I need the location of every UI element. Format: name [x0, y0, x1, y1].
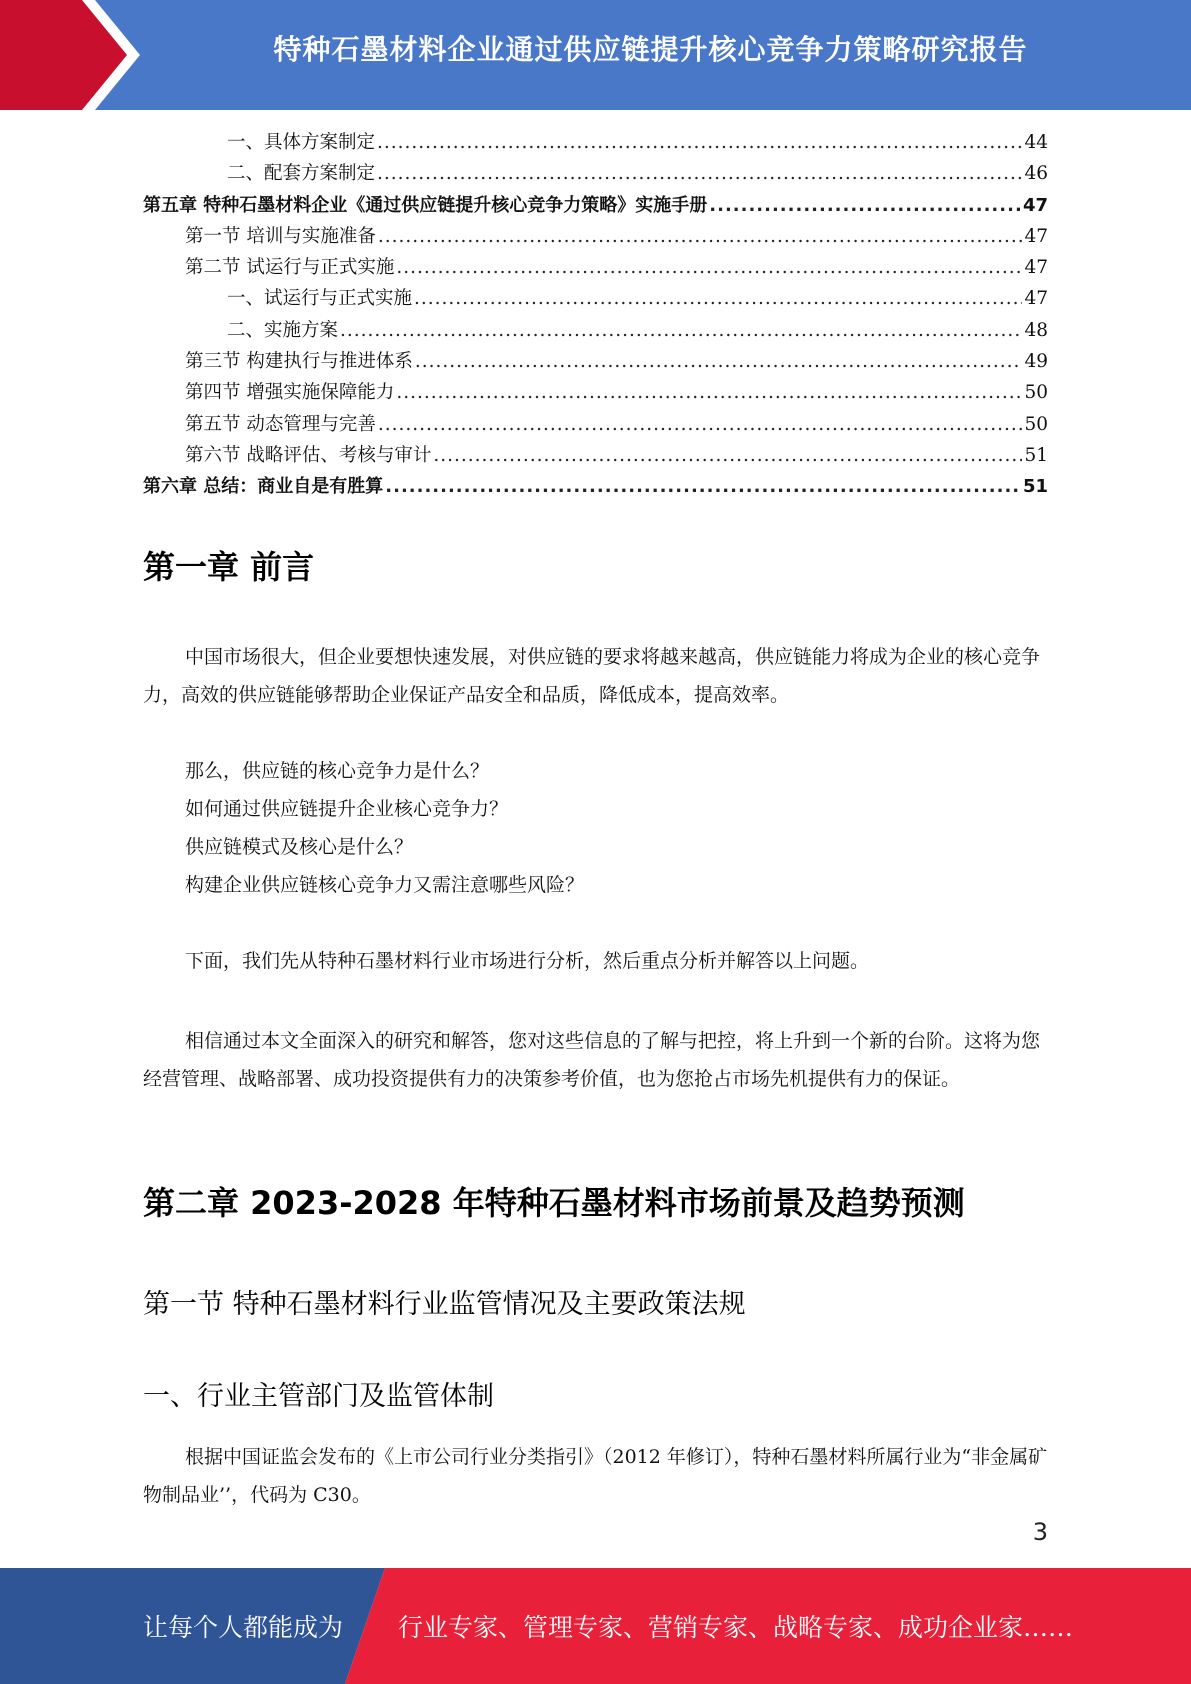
toc-entry-label: 第三节 构建执行与推进体系 — [185, 351, 413, 373]
toc-entry[interactable] — [143, 253, 1048, 284]
toc-leader-dots — [340, 320, 1022, 341]
table-of-contents — [143, 128, 1048, 504]
report-title: 特种石墨材料企业通过供应链提升核心竞争力策略研究报告 — [273, 33, 1028, 66]
toc-entry-label: 第五章 特种石墨材料企业《通过供应链提升核心竞争力策略》实施手册 — [143, 194, 708, 216]
toc-entry[interactable] — [143, 410, 1048, 441]
toc-leader-dots — [433, 445, 1022, 466]
toc-entry-page: 44 — [1024, 132, 1048, 153]
toc-entry[interactable] — [143, 128, 1048, 159]
toc-leader-dots — [415, 351, 1023, 372]
chapter-1-next: 下面，我们先从特种石墨材料行业市场进行分析，然后重点分析并解答以上问题。 — [185, 950, 870, 972]
toc-entry-page: 47 — [1024, 257, 1048, 279]
toc-entry-label: 一、试运行与正式实施 — [227, 288, 413, 310]
toc-leader-dots — [377, 163, 1022, 184]
toc-leader-dots — [414, 288, 1022, 309]
toc-entry-page: 47 — [1022, 194, 1048, 216]
toc-entry-label: 第六节 战略评估、考核与审计 — [185, 444, 432, 466]
toc-entry-label: 一、具体方案制定 — [227, 132, 376, 153]
toc-leader-dots — [378, 414, 1023, 435]
toc-entry-label: 第四节 增强实施保障能力 — [185, 382, 395, 404]
toc-entry-page: 46 — [1024, 163, 1048, 185]
chevron-arrow-icon — [0, 0, 160, 110]
toc-leader-dots — [385, 476, 1021, 497]
chapter-1-intro: 中国市场很大，但企业要想快速发展，对供应链的要求将越来越高，供应链能力将成为企业的核心竞争力，高效的供应链能够帮助企业保证产品安全和品质，降低成本，提高效率。 — [143, 646, 1041, 706]
toc-entry[interactable] — [143, 191, 1048, 222]
toc-entry[interactable] — [143, 441, 1048, 472]
footer-banner — [0, 1568, 1191, 1684]
header-banner — [0, 0, 1191, 110]
toc-entry[interactable] — [143, 222, 1048, 253]
toc-entry-label: 第五节 动态管理与完善 — [185, 413, 376, 435]
subsection-1-title: 一、行业主管部门及监管体制 — [143, 1381, 494, 1412]
chapter-1-title: 第一章 前言 — [143, 548, 315, 586]
chapter-1-closing: 相信通过本文全面深入的研究和解答，您对这些信息的了解与把控，将上升到一个新的台阶。这将为您经营管理、战略部署、成功投资提供有力的决策参考价值，也为您抢占市场先机提供有力的保证。 — [143, 1030, 1041, 1090]
toc-entry[interactable] — [143, 284, 1048, 315]
question-item: 如何通过供应链提升企业核心竞争力？ — [185, 798, 509, 820]
toc-leader-dots — [377, 132, 1022, 153]
toc-entry-label: 二、实施方案 — [227, 319, 339, 341]
toc-leader-dots — [396, 382, 1022, 403]
toc-entry-label: 第六章 总结：商业自是有胜算 — [143, 476, 384, 498]
toc-entry-page: 47 — [1024, 288, 1048, 310]
footer-slogan-right: 行业专家、管理专家、营销专家、战略专家、成功企业家…… — [398, 1613, 1074, 1642]
question-item: 供应链模式及核心是什么？ — [185, 836, 414, 858]
chapter-2-title: 第二章 2023-2028 年特种石墨材料市场前景及趋势预测 — [143, 1184, 965, 1222]
toc-entry-label: 二、配套方案制定 — [227, 163, 376, 185]
toc-leader-dots — [378, 226, 1023, 247]
section-1-title: 第一节 特种石墨材料行业监管情况及主要政策法规 — [143, 1289, 746, 1320]
question-item: 构建企业供应链核心竞争力又需注意哪些风险？ — [185, 874, 585, 896]
toc-entry[interactable] — [143, 316, 1048, 347]
question-list — [185, 752, 584, 904]
toc-leader-dots — [709, 195, 1021, 216]
toc-entry-page: 51 — [1024, 444, 1048, 466]
toc-entry[interactable] — [143, 378, 1048, 409]
question-item: 那么，供应链的核心竞争力是什么？ — [185, 760, 490, 782]
toc-entry-label: 第二节 试运行与正式实施 — [185, 257, 395, 279]
toc-entry-page: 50 — [1024, 413, 1048, 435]
toc-entry[interactable] — [143, 347, 1048, 378]
toc-entry-page: 51 — [1022, 476, 1048, 498]
toc-entry-page: 49 — [1024, 351, 1048, 373]
toc-entry[interactable] — [143, 159, 1048, 190]
subsection-1-text: 根据中国证监会发布的《上市公司行业分类指引》（2012 年修订），特种石墨材料所属行业为“非金属矿物制品业’’，代码为 C30。 — [143, 1446, 1048, 1506]
page-number: 3 — [1032, 1518, 1048, 1546]
toc-entry-page: 48 — [1024, 319, 1048, 341]
toc-leader-dots — [396, 257, 1022, 278]
footer-slogan-left: 让每个人都能成为 — [143, 1613, 344, 1642]
toc-entry-page: 50 — [1024, 382, 1048, 404]
toc-entry-page: 47 — [1024, 225, 1048, 247]
toc-entry[interactable] — [143, 472, 1048, 503]
toc-entry-label: 第一节 培训与实施准备 — [185, 225, 376, 247]
